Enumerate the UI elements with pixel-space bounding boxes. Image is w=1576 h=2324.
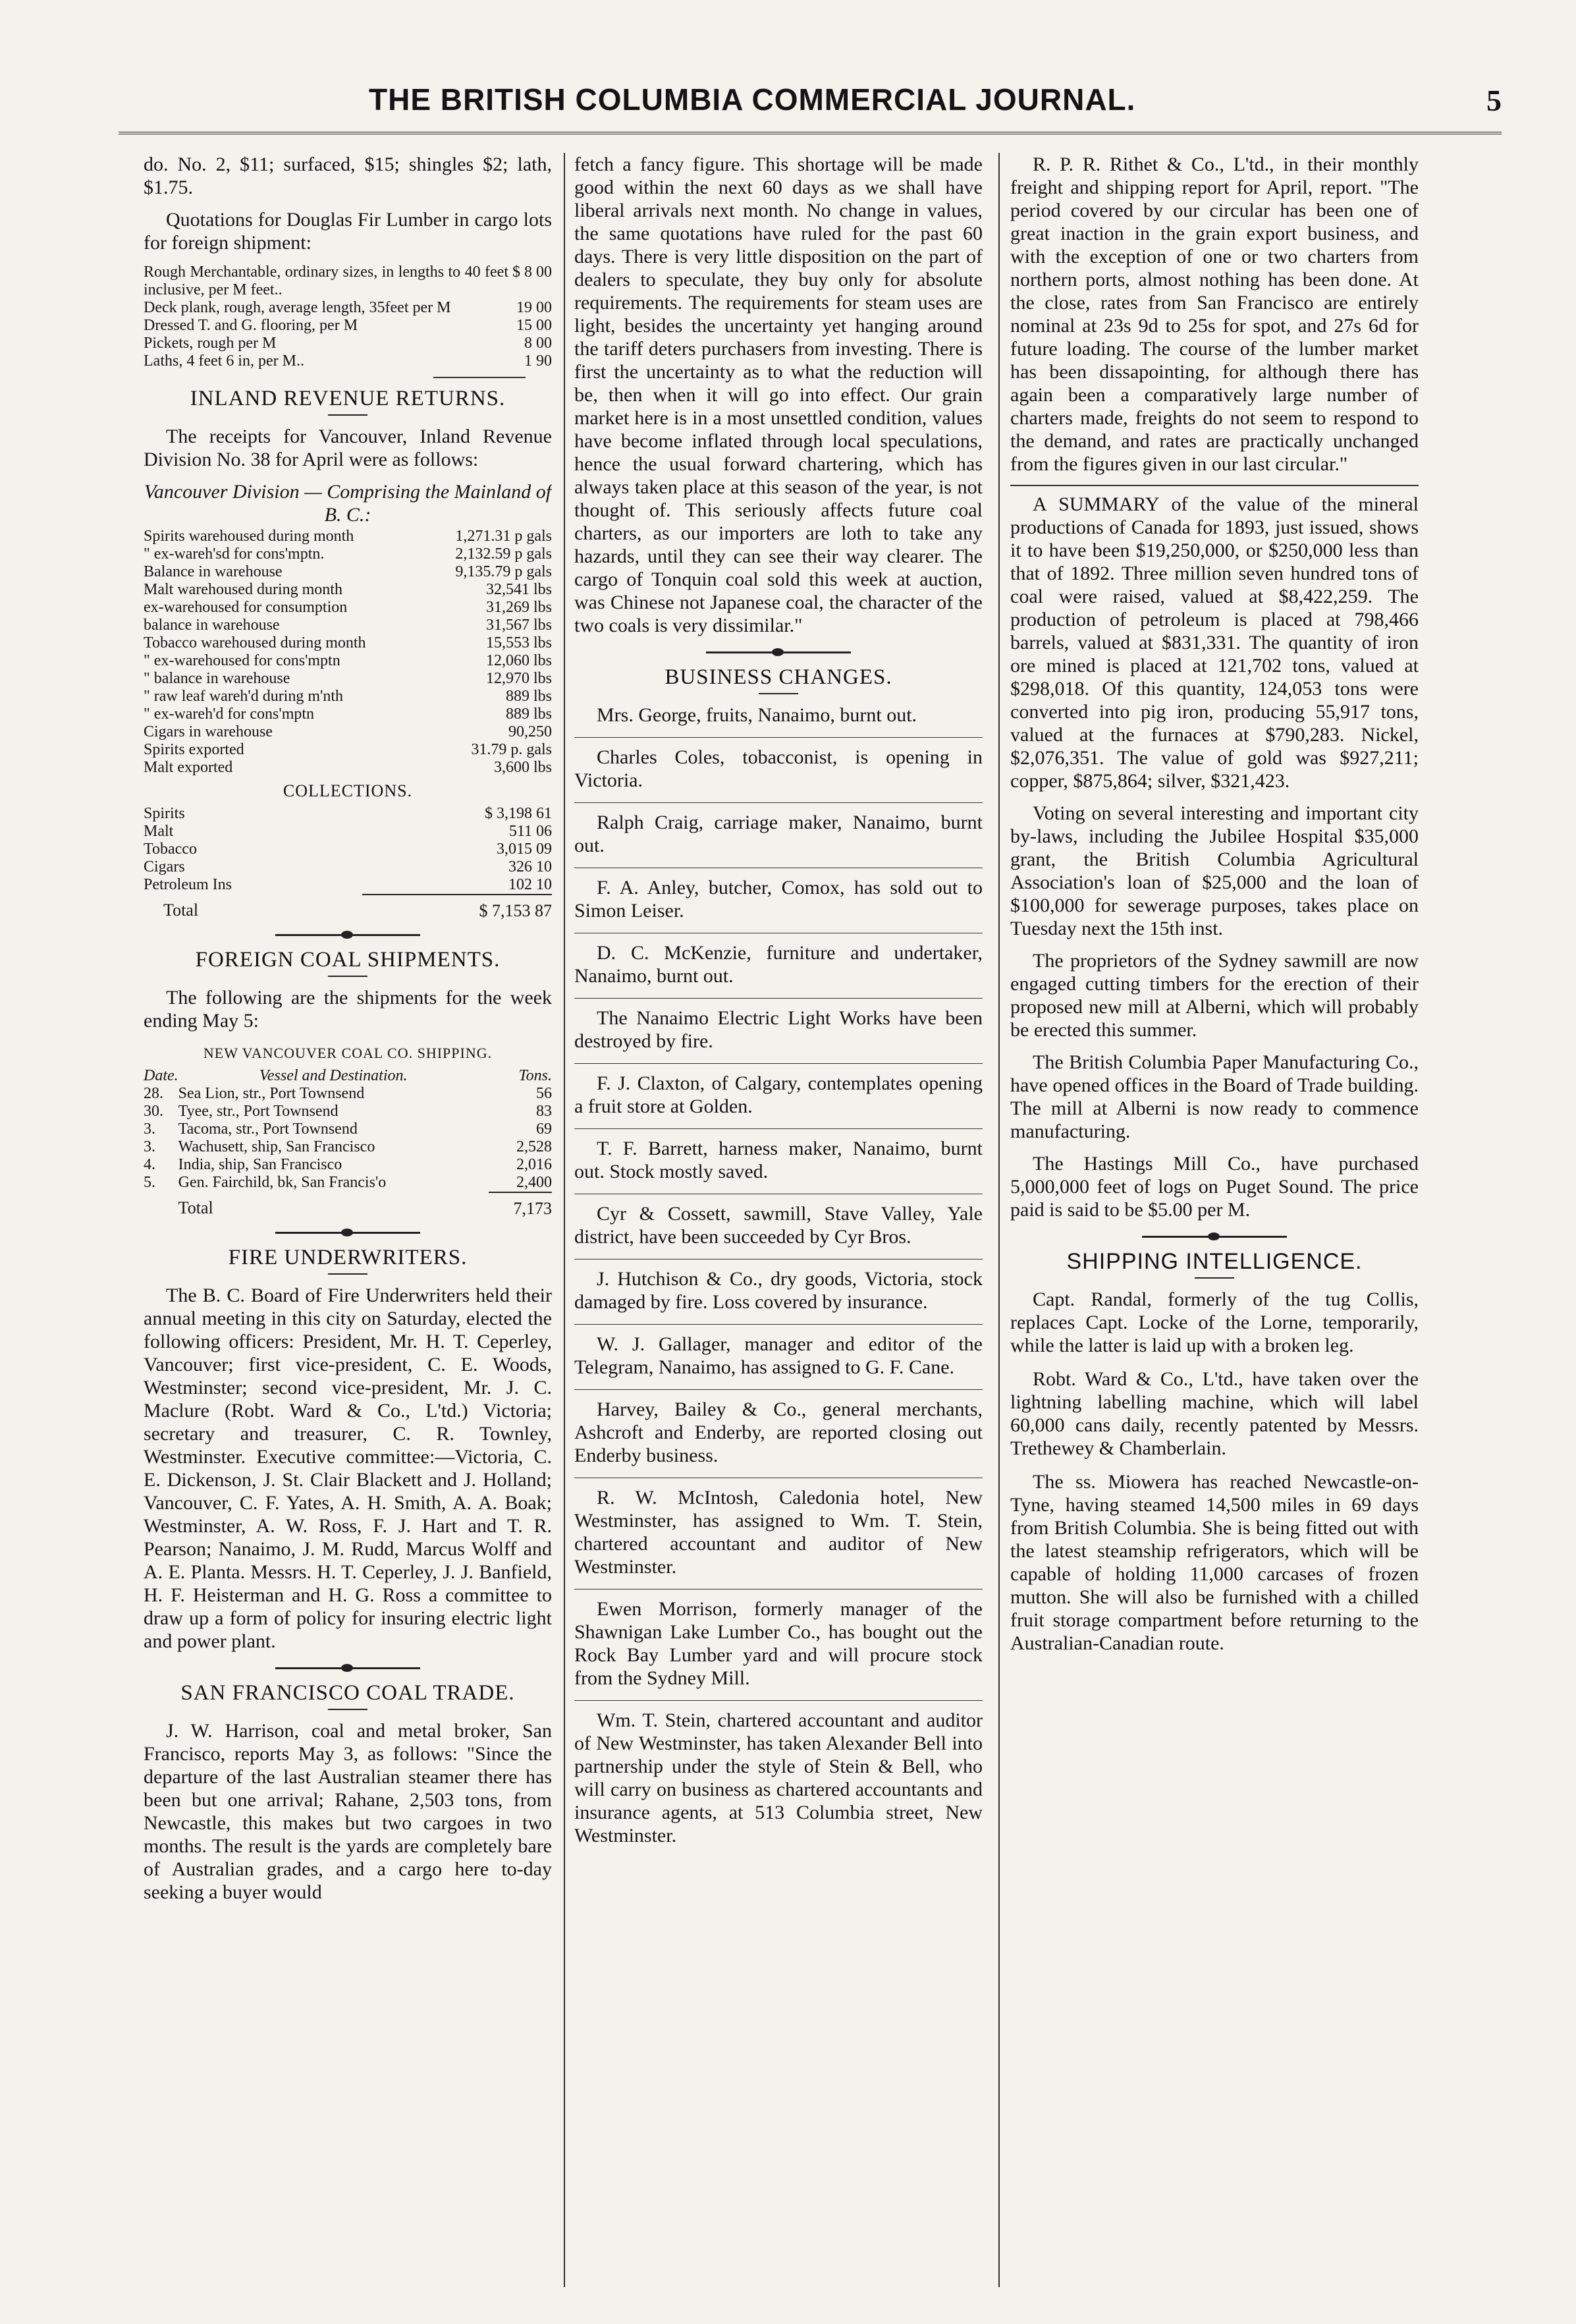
inland-revenue-subheading: Vancouver Division — Comprising the Mainland of B. C.: — [144, 481, 552, 526]
table-row — [144, 1174, 552, 1192]
column-1 — [144, 153, 552, 2300]
table-row — [144, 599, 552, 617]
row-vessel: Sea Lion, str., Port Townsend — [178, 1085, 365, 1102]
shipping-intelligence-list — [1010, 1288, 1419, 1655]
row-value: 15 00 — [516, 317, 552, 334]
table-row — [144, 1085, 552, 1103]
heading-dash — [328, 414, 367, 416]
row-item: Petroleum Ins — [144, 876, 232, 893]
table-row — [144, 581, 552, 599]
table-row — [144, 563, 552, 581]
row-value: 3,600 lbs — [493, 759, 552, 776]
list-item: Cyr & Cossett, sawmill, Stave Valley, Yale district, have been succeeded by Cyr Bros. — [574, 1203, 983, 1248]
row-vessel: Tyee, str., Port Townsend — [178, 1103, 339, 1120]
column-2 — [574, 153, 983, 2300]
hastings-mill-text: The Hastings Mill Co., have purchased 5,000,000 feet of logs on Puget Sound. The price paid is said to be $5.00 per M. — [1010, 1153, 1419, 1221]
row-date: 5. — [144, 1174, 155, 1191]
item-rule — [574, 802, 983, 803]
foreign-coal-heading: FOREIGN COAL SHIPMENTS. — [195, 948, 501, 972]
coal-company-heading: NEW VANCOUVER COAL CO. SHIPPING. — [203, 1045, 493, 1061]
list-item: R. W. McIntosh, Caledonia hotel, New Westminster, has assigned to Wm. T. Stein, chartered accountant and auditor of New Westminster. — [574, 1487, 983, 1578]
row-item: Rough Merchantable, ordinary sizes, in lengths to 40 feet inclusive, per M feet.. — [144, 263, 508, 298]
list-item: The ss. Miowera has reached Newcastle-on-Tyne, having steamed 14,500 miles in 69 days from British Columbia. She is being fitted out with the latest steamship refrigerators, which will be capable of holding 11,000 carcases of frozen mutton. She will also be furnished with a chilled fruit storage compartment before returning to the Australian-Canadian route. — [1010, 1471, 1419, 1654]
table-row — [144, 858, 552, 876]
table-row — [144, 805, 552, 823]
row-value: 511 06 — [508, 823, 552, 840]
section-ornament — [275, 930, 420, 939]
item-rule — [574, 1324, 983, 1325]
table-row — [144, 706, 552, 723]
row-item: balance in warehouse — [144, 617, 280, 634]
row-value: 2,132.59 p gals — [455, 545, 552, 563]
row-tons: 2,400 — [516, 1174, 552, 1191]
row-date: 3. — [144, 1138, 155, 1155]
journal-title: THE BRITISH COLUMBIA COMMERCIAL JOURNAL. — [369, 82, 1136, 117]
coal-col-vessel: Vessel and Destination. — [259, 1067, 408, 1084]
fire-underwriters-heading: FIRE UNDERWRITERS. — [228, 1246, 468, 1269]
row-value: 90,250 — [508, 723, 552, 740]
row-value: 19 00 — [516, 299, 552, 316]
row-item: Dressed T. and G. flooring, per M — [144, 317, 358, 334]
list-item: T. F. Barrett, harness maker, Nanaimo, burnt out. Stock mostly saved. — [574, 1138, 983, 1182]
table-row — [144, 1120, 552, 1138]
voting-text: Voting on several interesting and important city by-laws, including the Jubilee Hospital $35,000 grant, the British Columbia Agricultural Association's loan of $25,000 and the loan of $100,000 for sewerage purposes, takes place on Tuesday next the 15th inst. — [1010, 802, 1419, 939]
coal-total-value: 7,173 — [489, 1192, 552, 1217]
column-rule-1 — [564, 153, 565, 2287]
row-item: Deck plank, rough, average length, 35feet per M — [144, 299, 451, 316]
collections-total-row — [144, 895, 552, 920]
list-item: Charles Coles, tobacconist, is opening in Victoria. — [574, 746, 983, 791]
fire-underwriters-text: The B. C. Board of Fire Underwriters held their annual meeting in this city on Saturday, elected the following officers: President, Mr. H. T. Ceperley, Vancouver; first vice-president, C. E. Woods, Westminster; second vice-president, Mr. J. C. Maclure (Robt. Ward & Co., L'td.) Victoria; secretary and treasurer, C. R. Townley, Westminster. Executive committee:—Victoria, C. E. Dickenson, J. St. Clair Blackett and J. Holland; Vancouver, C. F. Yates, A. H. Smith, A. A. Boak; Westminster, A. W. Ross, F. J. Hart and T. R. Pearson; Nanaimo, J. M. Rudd, Marcus Wolff and A. E. Planta. Messrs. H. T. Ceperley, J. J. Banfield, H. F. Heisterman and H. G. Ross a committee to draw up a form of policy for insuring electric light and power plant. — [144, 1285, 552, 1652]
row-item: Laths, 4 feet 6 in, per M.. — [144, 352, 304, 370]
row-tons: 69 — [536, 1120, 552, 1138]
coal-total-label: Total — [178, 1198, 213, 1217]
table-row — [144, 634, 552, 652]
table-row — [144, 352, 552, 370]
row-value: 102 10 — [508, 876, 552, 893]
table-row — [144, 617, 552, 634]
list-item: Ralph Craig, carriage maker, Nanaimo, burnt out. — [574, 812, 983, 856]
table-row — [144, 652, 552, 670]
row-value: 12,060 lbs — [485, 652, 552, 669]
douglas-fir-intro: Quotations for Douglas Fir Lumber in cargo lots for foreign shipment: — [144, 209, 552, 254]
list-item: Mrs. George, fruits, Nanaimo, burnt out. — [597, 704, 917, 726]
list-item: The Nanaimo Electric Light Works have been destroyed by fire. — [574, 1007, 983, 1052]
heading-dash — [759, 693, 798, 694]
list-item: Wm. T. Stein, chartered accountant and auditor of New Westminster, has taken Alexander Bell into partnership under the style of Stein & Bell, who will carry on business as chartered accountants and insurance agents, at 513 Columbia street, New Westminster. — [574, 1709, 983, 1846]
row-tons: 2,528 — [516, 1138, 552, 1155]
row-item: Spirits warehoused during month — [144, 528, 354, 545]
row-item: " raw leaf wareh'd during m'nth — [144, 688, 344, 705]
row-value: $ 8 00 — [512, 263, 552, 281]
row-value: 889 lbs — [505, 706, 552, 723]
row-date: 3. — [144, 1120, 155, 1138]
row-value: 31,269 lbs — [485, 599, 552, 616]
coal-total-row — [144, 1192, 552, 1217]
list-item: F. J. Claxton, of Calgary, contemplates opening a fruit store at Golden. — [574, 1072, 983, 1117]
coal-col-date: Date. — [144, 1067, 178, 1084]
row-tons: 56 — [536, 1085, 552, 1102]
lumber-intro: do. No. 2, $11; surfaced, $15; shingles $2; lath, $1.75. — [144, 153, 552, 198]
row-value: $ 3,198 61 — [485, 805, 552, 822]
mineral-summary-text: A SUMMARY of the value of the mineral productions of Canada for 1893, just issued, shows it to have been $19,250,000, or $250,000 less than that of 1892. Three million seven hundred tons of coal were raised, valued at $8,422,259. The production of petroleum is placed at 798,466 barrels, valued at $831,331. The quantity of iron ore mined is placed at 121,702 tons, valued at $298,018. Of this quantity, 124,053 tons were converted into pig iron, producing 55,917 tons, valued at the furnaces at $790,283. Nickel, $2,076,351. The value of gold was $927,211; copper, $875,864; silver, $321,423. — [1010, 493, 1419, 792]
row-value: 326 10 — [508, 858, 552, 875]
table-row — [144, 670, 552, 688]
paper-mfg-text: The British Columbia Paper Manufacturing Co., have opened offices in the Board of Trade building. The mill at Alberni is now ready to commence manufacturing. — [1010, 1051, 1419, 1142]
row-tons: 2,016 — [516, 1156, 552, 1173]
table-row — [144, 1156, 552, 1174]
column-rule-2 — [998, 153, 1000, 2287]
collections-heading: COLLECTIONS. — [283, 781, 413, 800]
row-vessel: Gen. Fairchild, bk, San Francis'o — [178, 1174, 387, 1191]
douglas-fir-table — [144, 263, 552, 370]
row-value: 15,553 lbs — [485, 634, 552, 651]
row-value: 31,567 lbs — [485, 617, 552, 634]
table-row — [144, 317, 552, 335]
row-item: " ex-warehoused for cons'mptn — [144, 652, 340, 669]
list-item: F. A. Anley, butcher, Comox, has sold out to Simon Leiser. — [574, 877, 983, 922]
row-item: ex-warehoused for consumption — [144, 599, 348, 616]
row-item: Cigars — [144, 858, 185, 875]
row-item: " ex-wareh'd for cons'mptn — [144, 706, 315, 723]
heading-dash — [328, 1273, 367, 1275]
list-item: J. Hutchison & Co., dry goods, Victoria, stock damaged by fire. Loss covered by insurance. — [574, 1268, 983, 1313]
business-changes-heading: BUSINESS CHANGES. — [665, 665, 892, 689]
collections-total-value: $ 7,153 87 — [362, 895, 552, 920]
business-changes-list — [574, 704, 983, 1847]
row-value: 9,135.79 p gals — [455, 563, 552, 580]
coal-shipments-table — [144, 1067, 552, 1217]
list-item: Harvey, Bailey & Co., general merchants, Ashcroft and Enderby, are reported closing out Enderby business. — [574, 1398, 983, 1466]
coal-col-tons: Tons. — [518, 1067, 552, 1084]
row-vessel: Wachusett, ship, San Francisco — [178, 1138, 375, 1155]
row-tons: 83 — [536, 1103, 552, 1120]
collections-total-label: Total — [163, 900, 199, 920]
sf-coal-text: J. W. Harrison, coal and metal broker, San Francisco, reports May 3, as follows: "Since the departure of the last Australian steamer there has been but one arrival; Rahane, 2,503 tons, from Newcastle, this makes but two cargoes in two months. The result is the yards are completely bare of Australian grades, and a cargo here to-day seeking a buyer would — [144, 1720, 552, 1903]
section-ornament — [275, 1228, 420, 1237]
row-item: Spirits exported — [144, 741, 244, 758]
row-vessel: India, ship, San Francisco — [178, 1156, 342, 1173]
row-value: 889 lbs — [505, 688, 552, 705]
table-row — [144, 723, 552, 741]
row-value: 1,271.31 p gals — [455, 528, 552, 545]
list-item: D. C. McKenzie, furniture and undertaker, Nanaimo, burnt out. — [574, 942, 983, 987]
list-item: Ewen Morrison, formerly manager of the Shawnigan Lake Lumber Co., has bought out the Rock Bay Lumber yard and will procure stock from the Sydney Mill. — [574, 1598, 983, 1689]
heading-dash — [328, 976, 367, 977]
item-rule — [574, 998, 983, 999]
heading-dash — [328, 1709, 367, 1710]
rithet-report-text: R. P. R. Rithet & Co., L'td., in their monthly freight and shipping report for April, report. "The period covered by our circular has been one of great inaction in the grain export business, and with the exception of one or two charters from northern ports, almost nothing has been done. At the close, rates from San Francisco are entirely nominal at 23s 9d to 25s for spot, and 27s 6d for future loading. The course of the lumber market has been dissapointing, for although there has again been a comparatively large number of charters made, freights do not seem to respond to the demand, and rates are practically unchanged from the figures given in our last circular." — [1010, 153, 1419, 475]
row-item: Malt — [144, 823, 174, 840]
page-number: 5 — [1486, 84, 1502, 117]
row-item: " balance in warehouse — [144, 670, 290, 687]
section-ornament — [706, 648, 851, 657]
row-value: 3,015 09 — [497, 841, 552, 858]
row-item: Pickets, rough per M — [144, 335, 277, 352]
item-rule — [1010, 485, 1419, 486]
row-item: Spirits — [144, 805, 185, 822]
table-row — [144, 545, 552, 563]
row-value: 31.79 p. gals — [471, 741, 552, 758]
table-row — [144, 823, 552, 841]
row-item: Balance in warehouse — [144, 563, 283, 580]
collections-table — [144, 805, 552, 920]
row-value: 8 00 — [524, 335, 552, 352]
sf-coal-heading: SAN FRANCISCO COAL TRADE. — [180, 1681, 515, 1705]
inland-revenue-heading: INLAND REVENUE RETURNS. — [190, 387, 506, 410]
row-value: 12,970 lbs — [485, 670, 552, 687]
foreign-coal-intro: The following are the shipments for the week ending May 5: — [144, 987, 552, 1032]
sydney-sawmill-text: The proprietors of the Sydney sawmill are now engaged cutting timbers for the erection of their proposed new mill at Alberni, which will probably be erected this summer. — [1010, 950, 1419, 1041]
table-rule — [433, 377, 526, 378]
table-row — [144, 876, 552, 895]
masthead — [119, 69, 1502, 134]
sf-coal-continued: fetch a fancy figure. This shortage will be made good within the next 60 days as we shall have liberal arrivals next month. No change in values, the same quotations have ruled for the past 60 days. There is very little disposition on the part of dealers to speculate, they buy only for absolute requirements. The requirements for steam uses are light, besides the uncertainty yet hanging around the tariff deters purchasers from investing. There is first the uncertainty as to what the reduction will be, then when it will go into effect. Our grain market here is in a most unsettled condition, values have become inflated through local speculations, hence the usual forward chartering, which has always taken place at this season of the year, is not thought of. This seriously affects future coal charters, as our importers are loth to take any hazards, until they can see their way clearer. The cargo of Tonquin coal sold this week at auction, was Chinese not Japanese coal, the character of the two coals is very dissimilar." — [574, 153, 983, 636]
table-row — [144, 263, 552, 299]
row-item: Cigars in warehouse — [144, 723, 273, 740]
column-3 — [1010, 153, 1419, 2300]
list-item: W. J. Gallager, manager and editor of the Telegram, Nanaimo, has assigned to G. F. Cane. — [574, 1333, 983, 1378]
table-row — [144, 741, 552, 759]
row-item: Tobacco warehoused during month — [144, 634, 366, 651]
table-row — [144, 1103, 552, 1120]
inland-revenue-table — [144, 528, 552, 777]
item-rule — [574, 1063, 983, 1064]
row-date: 28. — [144, 1085, 163, 1102]
row-value: 1 90 — [524, 352, 552, 370]
row-item: " ex-wareh'sd for cons'mptn. — [144, 545, 325, 563]
row-item: Tobacco — [144, 841, 197, 858]
row-date: 30. — [144, 1103, 163, 1120]
row-item: Malt warehoused during month — [144, 581, 342, 598]
item-rule — [574, 1389, 983, 1390]
table-row — [144, 335, 552, 352]
table-row — [144, 688, 552, 706]
table-row — [144, 841, 552, 858]
item-rule — [574, 1128, 983, 1129]
inland-revenue-intro: The receipts for Vancouver, Inland Revenue Division No. 38 for April were as follows: — [144, 426, 552, 470]
section-ornament — [1142, 1232, 1287, 1241]
item-rule — [574, 737, 983, 738]
table-row — [144, 528, 552, 545]
item-rule — [574, 1589, 983, 1590]
row-vessel: Tacoma, str., Port Townsend — [178, 1120, 358, 1138]
list-item: Robt. Ward & Co., L'td., have taken over the lightning labelling machine, which will label 60,000 cans daily, recently patented by Messrs. Trethewey & Chamberlain. — [1010, 1368, 1419, 1459]
row-item: Malt exported — [144, 759, 233, 776]
table-row — [144, 1138, 552, 1156]
table-row — [144, 299, 552, 317]
section-ornament — [275, 1663, 420, 1673]
shipping-intelligence-heading: SHIPPING INTELLIGENCE. — [1066, 1249, 1363, 1274]
heading-dash — [1195, 1277, 1234, 1279]
table-row — [144, 759, 552, 777]
item-rule — [574, 1700, 983, 1701]
coal-header-row — [144, 1067, 552, 1085]
row-date: 4. — [144, 1156, 155, 1173]
row-value: 32,541 lbs — [485, 581, 552, 598]
list-item: Capt. Randal, formerly of the tug Collis, replaces Capt. Locke of the Lorne, temporarily, while the latter is laid up with a broken leg. — [1010, 1288, 1419, 1356]
